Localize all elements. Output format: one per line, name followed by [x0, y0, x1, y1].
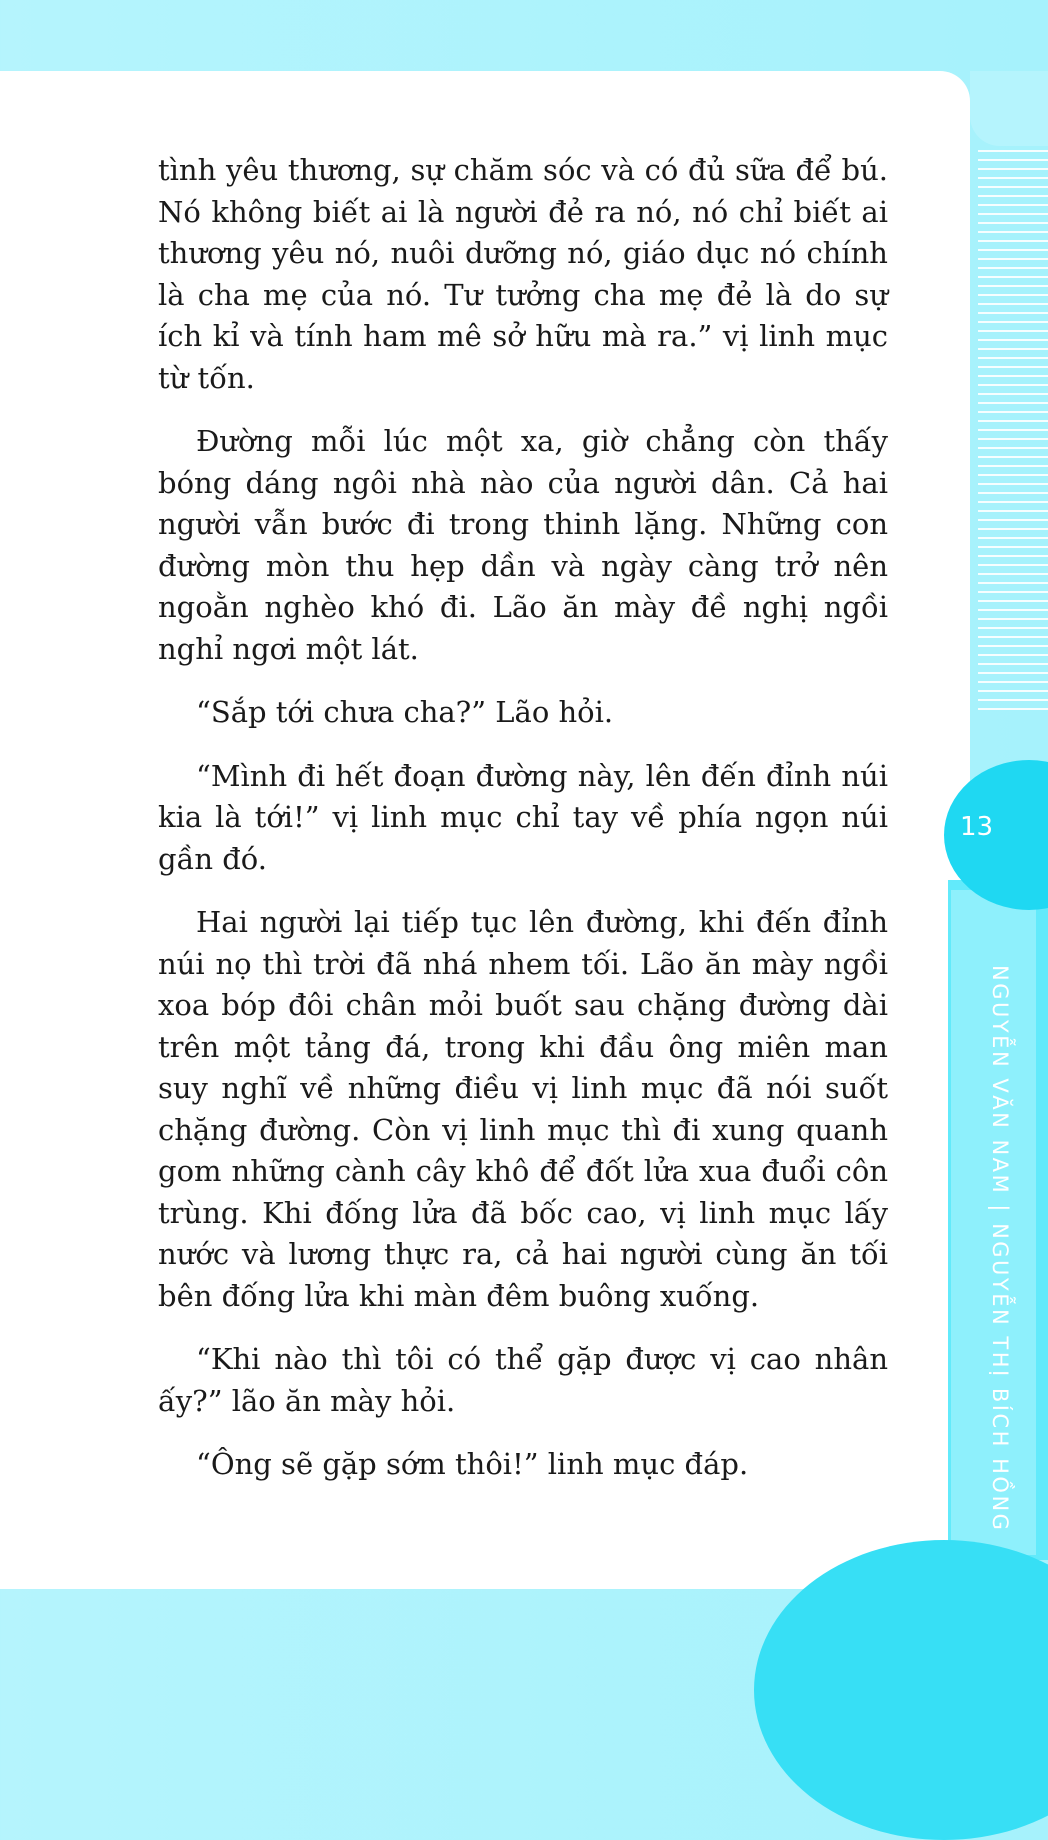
paragraph: “Ông sẽ gặp sớm thôi!” linh mục đáp.	[196, 1447, 749, 1481]
side-label-wrapper	[968, 965, 1012, 1533]
side-author-label: NGUYỄN VĂN NAM | NGUYỄN THỊ BÍCH HỒNG	[988, 965, 1012, 1533]
paragraph: “Mình đi hết đoạn đường này, lên đến đỉnh núi kia là tới!” vị linh mục chỉ tay về phía ngọn núi gần đó.	[158, 758, 888, 876]
paragraph: “Sắp tới chưa cha?” Lão hỏi.	[196, 695, 614, 729]
line-pattern-decoration	[978, 150, 1048, 710]
page-body-text	[158, 150, 888, 1508]
top-tab-decoration	[970, 71, 1048, 146]
paragraph: tình yêu thương, sự chăm sóc và có đủ sữa để bú. Nó không biết ai là người đẻ ra nó, nó chỉ biết ai thương yêu nó, nuôi dưỡng nó, giáo dục nó chính là cha mẹ của nó. Tư tưởng cha mẹ đẻ là do sự ích kỉ và tính ham mê sở hữu mà ra.” vị linh mục từ tốn.	[158, 153, 888, 395]
paragraph: Hai người lại tiếp tục lên đường, khi đến đỉnh núi nọ thì trời đã nhá nhem tối. Lão ăn mày ngồi xoa bóp đôi chân mỏi buốt sau chặng đường dài trên một tảng đá, trong khi đầu ông miên man suy nghĩ về những điều vị linh mục đã nói suốt chặng đường. Còn vị linh mục thì đi xung quanh gom những cành cây khô để đốt lửa xua đuổi côn trùng. Khi đống lửa đã bốc cao, vị linh mục lấy nước và lương thực ra, cả hai người cùng ăn tối bên đống lửa khi màn đêm buông xuống.	[158, 905, 888, 1313]
page-number: 13	[960, 812, 994, 842]
paragraph: “Khi nào thì tôi có thể gặp được vị cao nhân ấy?” lão ăn mày hỏi.	[158, 1342, 888, 1418]
paragraph: Đường mỗi lúc một xa, giờ chẳng còn thấy bóng dáng ngôi nhà nào của người dân. Cả hai người vẫn bước đi trong thinh lặng. Những con đường mòn thu hẹp dần và ngày càng trở nên ngoằn nghèo khó đi. Lão ăn mày đề nghị ngồi nghỉ ngơi một lát.	[158, 424, 888, 666]
